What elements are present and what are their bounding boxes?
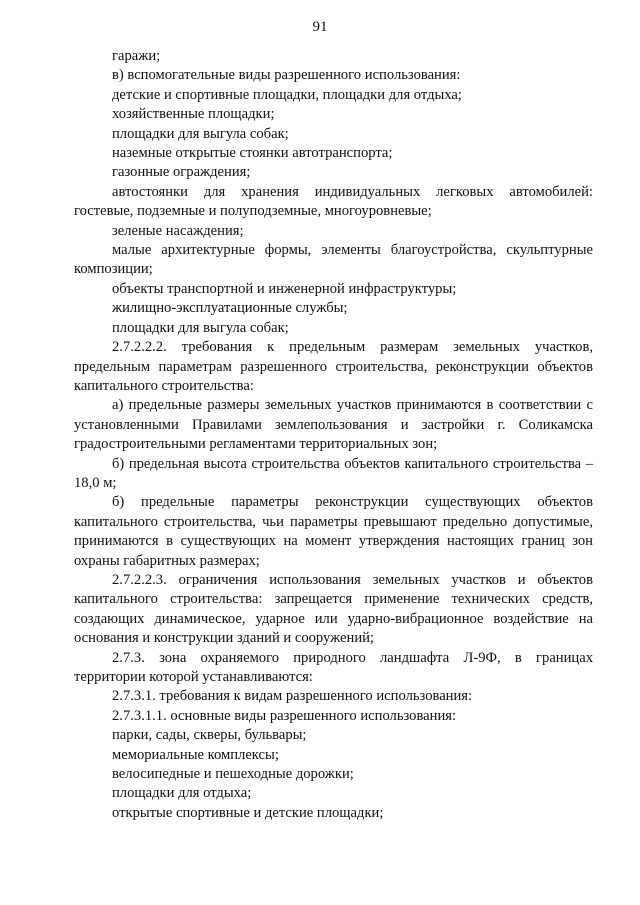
paragraph: площадки для отдыха; — [112, 785, 252, 802]
paragraph: в) вспомогательные виды разрешенного использования: — [112, 67, 461, 84]
paragraph: открытые спортивные и детские площадки; — [112, 804, 384, 821]
paragraph: объекты транспортной и инженерной инфраструктуры; — [112, 280, 457, 297]
paragraph: велосипедные и пешеходные дорожки; — [112, 766, 354, 783]
paragraph: гаражи; — [112, 48, 161, 64]
paragraph: б) предельные параметры реконструкции существующих объектов капитального строительства, чьи параметры превышают предельно допустимые, принимаются в существующих на момент утверждения настоящих границ зон охраны габаритных размерах; — [74, 494, 593, 569]
page-number: 91 — [312, 19, 328, 35]
paragraph: газонные ограждения; — [112, 164, 251, 181]
paragraph: площадки для выгула собак; — [112, 319, 289, 336]
paragraph: 2.7.3. зона охраняемого природного ландшафта Л-9Ф, в границах территории которой устанавливаются: — [74, 649, 593, 685]
paragraph: 2.7.3.1. требования к видам разрешенного использования: — [112, 688, 473, 705]
paragraph: хозяйственные площадки; — [112, 106, 275, 123]
paragraph: а) предельные размеры земельных участков принимаются в соответствии с установленными Правилами землепользования и застройки г. Соликамска градостроительными регламентами территориальных зон; — [74, 397, 593, 453]
paragraph: жилищно-эксплуатационные службы; — [112, 300, 348, 317]
document-body — [74, 47, 593, 823]
paragraph: наземные открытые стоянки автотранспорта; — [112, 145, 393, 162]
paragraph: малые архитектурные формы, элементы благоустройства, скульптурные композиции; — [74, 242, 593, 278]
paragraph: 2.7.3.1.1. основные виды разрешенного использования: — [112, 707, 457, 724]
paragraph: площадки для выгула собак; — [112, 125, 289, 142]
paragraph: мемориальные комплексы; — [112, 746, 279, 763]
paragraph: 2.7.2.2.2. требования к предельным размерам земельных участков, предельным параметрам разрешенного строительства, реконструкции объектов капитального строительства: — [74, 339, 593, 394]
paragraph: парки, сады, скверы, бульвары; — [112, 727, 307, 744]
paragraph: автостоянки для хранения индивидуальных легковых автомобилей: гостевые, подземные и полуподземные, многоуровневые; — [74, 183, 593, 220]
paragraph: 2.7.2.2.3. ограничения использования земельных участков и объектов капитального строительства: запрещается применение технических средств, создающих динамическое, ударное или ударно-вибрационное воздействие на основания и конструкции зданий и сооружений; — [74, 571, 593, 647]
paragraph: зеленые насаждения; — [112, 222, 244, 239]
paragraph: детские и спортивные площадки, площадки для отдыха; — [112, 86, 462, 103]
paragraph: б) предельная высота строительства объектов капитального строительства – 18,0 м; — [74, 455, 593, 491]
